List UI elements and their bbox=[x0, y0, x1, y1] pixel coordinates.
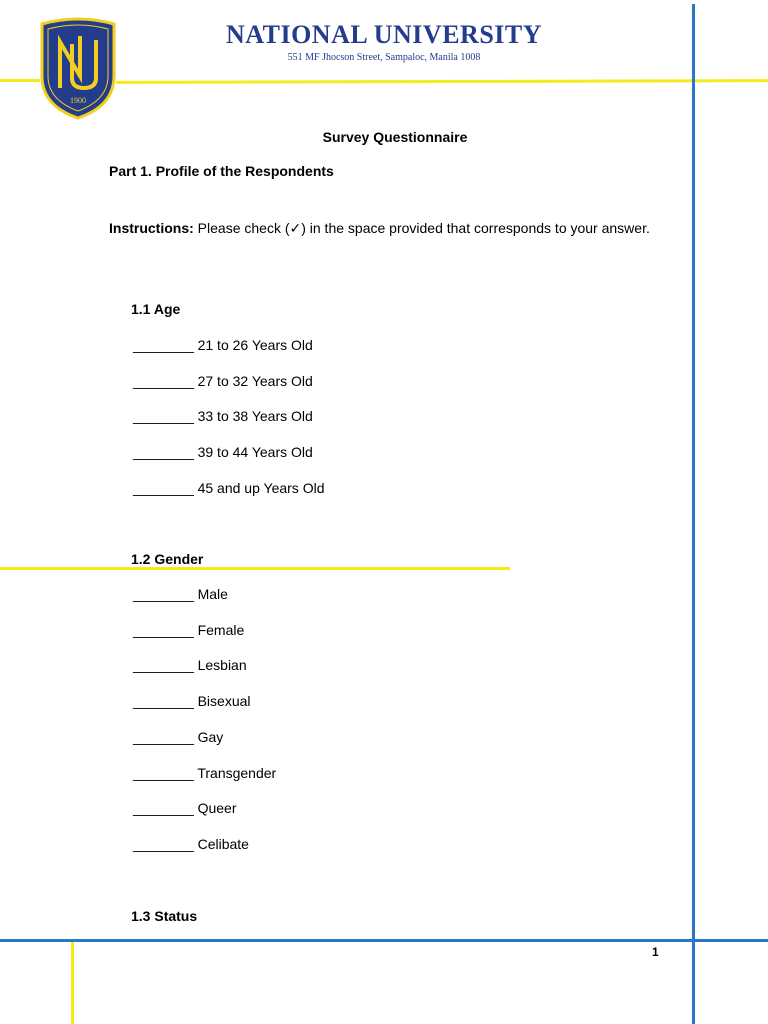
option-gender-3 bbox=[133, 693, 251, 709]
option-label: Transgender bbox=[193, 764, 277, 781]
option-label: Bisexual bbox=[193, 693, 251, 710]
option-gender-4 bbox=[133, 729, 223, 745]
answer-blank[interactable]: ________ bbox=[133, 479, 194, 496]
answer-blank[interactable]: ________ bbox=[133, 586, 194, 602]
mid-yellow-line bbox=[0, 567, 510, 570]
answer-blank[interactable]: ________ bbox=[133, 337, 194, 353]
university-name bbox=[0, 20, 768, 50]
option-label: 33 to 38 Years Old bbox=[193, 408, 313, 425]
option-label: Female bbox=[193, 621, 245, 638]
option-gender-6 bbox=[133, 800, 237, 816]
answer-blank[interactable]: ________ bbox=[133, 800, 194, 817]
answer-blank[interactable]: ________ bbox=[133, 444, 194, 461]
part-title: Part 1. Profile of the Respondents bbox=[109, 163, 334, 179]
option-label: Gay bbox=[193, 728, 224, 745]
option-age-1 bbox=[133, 373, 313, 389]
option-gender-5 bbox=[133, 765, 276, 781]
document-title: Survey Questionnaire bbox=[322, 129, 468, 145]
section-heading-age: 1.1 Age bbox=[131, 301, 181, 317]
option-label: Celibate bbox=[193, 835, 249, 852]
section-heading-status: 1.3 Status bbox=[131, 908, 198, 924]
answer-blank[interactable]: ________ bbox=[133, 764, 194, 781]
option-gender-7 bbox=[133, 836, 249, 852]
university-address: 551 MF Jhocson Street, Sampaloc, Manila 1008 bbox=[287, 52, 481, 63]
answer-blank[interactable]: ________ bbox=[133, 372, 194, 389]
option-label: 39 to 44 Years Old bbox=[193, 444, 313, 461]
option-label: 21 to 26 Years Old bbox=[193, 337, 313, 353]
option-age-2 bbox=[133, 408, 313, 424]
bottom-blue-line bbox=[0, 939, 768, 942]
answer-blank[interactable]: ________ bbox=[133, 408, 194, 425]
option-age-0 bbox=[133, 337, 313, 353]
university-name-text: NATIONAL UNIVERSITY bbox=[225, 20, 543, 49]
option-gender-0 bbox=[133, 586, 228, 602]
option-age-3 bbox=[133, 444, 313, 460]
answer-blank[interactable]: ________ bbox=[133, 728, 194, 745]
option-label: Lesbian bbox=[193, 657, 247, 674]
page-number: 1 bbox=[652, 945, 659, 959]
option-label: 45 and up Years Old bbox=[193, 479, 325, 496]
left-yellow-vertical-line bbox=[71, 940, 74, 1024]
answer-blank[interactable]: ________ bbox=[133, 835, 194, 852]
right-blue-vertical-line bbox=[692, 4, 695, 1024]
top-yellow-line-right bbox=[116, 79, 768, 84]
top-yellow-line-left bbox=[0, 79, 40, 82]
instructions-label: Instructions: bbox=[109, 220, 194, 236]
answer-blank[interactable]: ________ bbox=[133, 621, 194, 638]
instructions-paragraph bbox=[109, 210, 659, 246]
option-age-4 bbox=[133, 480, 324, 496]
instructions-text: Please check (✓) in the space provided that corresponds to your answer. bbox=[193, 220, 650, 236]
answer-blank[interactable]: ________ bbox=[133, 657, 194, 674]
answer-blank[interactable]: ________ bbox=[133, 693, 194, 710]
option-label: 27 to 32 Years Old bbox=[193, 372, 313, 389]
option-label: Queer bbox=[193, 800, 237, 817]
option-gender-2 bbox=[133, 657, 247, 673]
option-label: Male bbox=[193, 586, 228, 602]
option-gender-1 bbox=[133, 622, 244, 638]
logo-year: 1900 bbox=[70, 96, 86, 105]
section-heading-gender: 1.2 Gender bbox=[131, 551, 204, 567]
